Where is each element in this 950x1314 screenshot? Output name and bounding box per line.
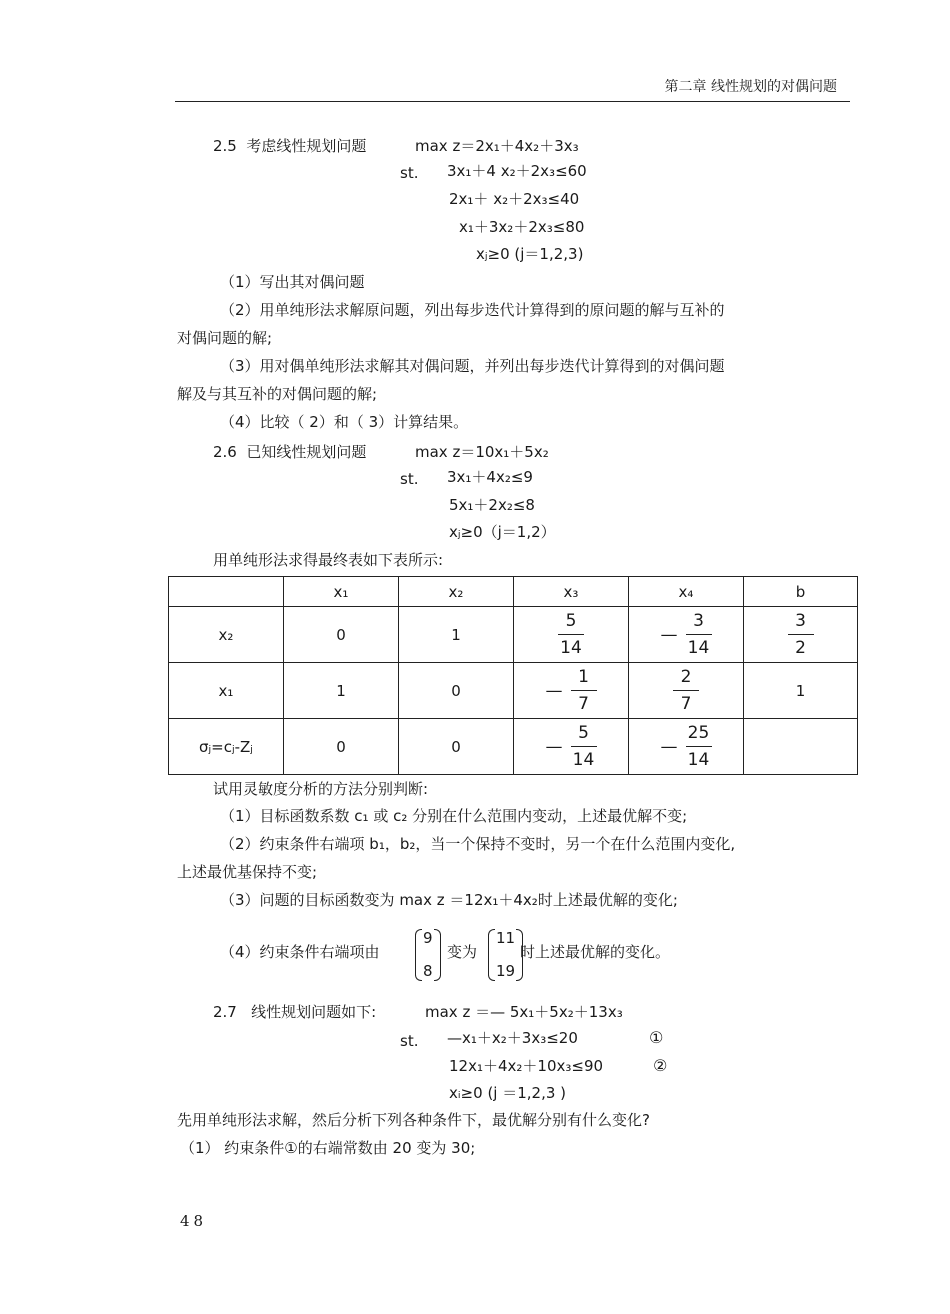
fraction	[660, 610, 712, 658]
question-4-prefix: （4）约束条件右端项由	[220, 943, 380, 961]
fraction	[673, 669, 699, 713]
fraction	[545, 722, 597, 770]
chapter-header: 第二章 线性规划的对偶问题	[664, 79, 837, 95]
question-4-middle: 变为	[447, 943, 478, 961]
question-2-line-2: 上述最优基保持不变;	[177, 863, 318, 881]
problem-title: 已知线性规划问题	[246, 443, 367, 461]
problem-2-6-heading	[213, 445, 366, 460]
subject-to-label: st.	[400, 164, 419, 182]
table-header-row	[169, 577, 858, 607]
fraction	[660, 722, 712, 770]
analysis-intro: 试用灵敏度分析的方法分别判断:	[213, 780, 429, 798]
question-3-line-1: （3）用对偶单纯形法求解其对偶问题，并列出每步迭代计算得到的对偶问题	[220, 357, 725, 375]
minus-sign: —	[660, 736, 678, 757]
question-1: （1） 约束条件①的右端常数由 20 变为 30;	[180, 1139, 476, 1157]
table-cell: 1	[284, 663, 399, 719]
denominator: 14	[572, 749, 595, 770]
header-cell: x₄	[629, 577, 744, 607]
rhs-vector-from	[415, 929, 441, 981]
section-intro: 先用单纯形法求解，然后分析下列各种条件下，最优解分别有什么变化?	[177, 1111, 650, 1129]
question-1: （1）写出其对偶问题	[220, 273, 365, 291]
table-row	[169, 607, 858, 663]
fraction	[545, 666, 597, 714]
subject-to-label: st.	[400, 470, 419, 488]
rhs-vector-to	[488, 929, 523, 981]
minus-sign: —	[545, 680, 563, 701]
numerator: 1	[571, 669, 597, 691]
question-1: （1）目标函数系数 c₁ 或 c₂ 分别在什么范围内变动，上述最优解不变;	[220, 807, 688, 825]
row-label: x₂	[169, 607, 284, 663]
constraint-2: 12x₁＋4x₂＋10x₃≤90	[449, 1057, 604, 1075]
objective-function: max z ＝— 5x₁＋5x₂＋13x₃	[425, 1003, 623, 1021]
nonnegativity: xⱼ≥0（j＝1,2）	[449, 523, 556, 541]
header-cell: b	[744, 577, 858, 607]
table-row	[169, 663, 858, 719]
question-4-suffix: 时上述最优解的变化。	[520, 943, 671, 961]
table-cell	[744, 719, 858, 775]
denominator: 7	[680, 694, 692, 714]
table-cell: 1	[399, 607, 514, 663]
numerator: 3	[788, 613, 814, 635]
nonnegativity: xᵢ≥0 (j ＝1,2,3 )	[449, 1084, 567, 1102]
minus-sign: —	[545, 736, 563, 757]
header-cell: x₁	[284, 577, 399, 607]
table-cell	[514, 719, 629, 775]
problem-label: 2.7	[213, 1003, 237, 1021]
table-cell	[629, 719, 744, 775]
denominator: 7	[578, 693, 589, 714]
question-4: （4）比较（ 2）和（ 3）计算结果。	[220, 413, 469, 431]
numerator: 2	[673, 669, 699, 691]
table-cell	[514, 663, 629, 719]
page-number: 48	[180, 1212, 208, 1230]
vector-entry: 9	[423, 929, 433, 947]
table-intro: 用单纯形法求得最终表如下表所示:	[213, 551, 444, 569]
constraint-1: —x₁＋x₂＋3x₃≤20	[447, 1029, 578, 1047]
denominator: 14	[560, 638, 582, 658]
table-cell: 0	[399, 719, 514, 775]
table-cell	[744, 607, 858, 663]
question-2-line-1: （2）约束条件右端项 b₁，b₂，当一个保持不变时，另一个在什么范围内变化,	[220, 835, 736, 853]
table-cell: 1	[744, 663, 858, 719]
subject-to-label: st.	[400, 1032, 419, 1050]
objective-function: max z＝2x₁＋4x₂＋3x₃	[415, 137, 579, 155]
table-cell	[629, 663, 744, 719]
question-2-line-1: （2）用单纯形法求解原问题，列出每步迭代计算得到的原问题的解与互补的	[220, 301, 725, 319]
problem-label: 2.5	[213, 137, 237, 155]
table-cell: 0	[284, 719, 399, 775]
constraint-2: 2x₁＋ x₂＋2x₃≤40	[449, 190, 580, 208]
problem-2-5-heading	[213, 139, 366, 154]
constraint-1-marker: ①	[649, 1028, 664, 1047]
denominator: 14	[687, 749, 710, 770]
problem-label: 2.6	[213, 443, 237, 461]
numerator: 25	[686, 725, 712, 747]
table-cell	[629, 607, 744, 663]
numerator: 5	[558, 613, 584, 635]
table-row	[169, 719, 858, 775]
row-label: x₁	[169, 663, 284, 719]
constraint-1: 3x₁＋4 x₂＋2x₃≤60	[447, 162, 587, 180]
table-cell: 0	[399, 663, 514, 719]
objective-function: max z＝10x₁＋5x₂	[415, 443, 549, 461]
denominator: 2	[795, 638, 806, 658]
vector-entry: 8	[423, 962, 433, 980]
constraint-3: x₁＋3x₂＋2x₃≤80	[459, 218, 585, 236]
constraint-2: 5x₁＋2x₂≤8	[449, 496, 535, 514]
left-bracket	[488, 929, 495, 981]
question-3-line-2: 解及与其互补的对偶问题的解;	[177, 385, 378, 403]
header-cell	[169, 577, 284, 607]
question-2-line-2: 对偶问题的解;	[177, 329, 273, 347]
fraction	[788, 613, 814, 657]
constraint-2-marker: ②	[653, 1056, 668, 1075]
left-bracket	[415, 929, 422, 981]
fraction	[558, 613, 584, 657]
vector-entry: 11	[496, 929, 516, 947]
right-bracket	[434, 929, 441, 981]
vector-entry: 19	[496, 962, 516, 980]
numerator: 3	[686, 613, 712, 635]
problem-title: 线性规划问题如下:	[251, 1003, 377, 1021]
table-cell	[514, 607, 629, 663]
nonnegativity: xⱼ≥0 (j＝1,2,3)	[476, 245, 584, 263]
simplex-final-table	[168, 576, 858, 775]
question-3: （3）问题的目标函数变为 max z ＝12x₁＋4x₂时上述最优解的变化;	[220, 891, 678, 909]
denominator: 14	[687, 637, 710, 658]
constraint-1: 3x₁＋4x₂≤9	[447, 468, 533, 486]
minus-sign: —	[660, 624, 678, 645]
header-cell: x₂	[399, 577, 514, 607]
header-cell: x₃	[514, 577, 629, 607]
numerator: 5	[571, 725, 597, 747]
row-label: σⱼ=cⱼ-Zⱼ	[169, 719, 284, 775]
problem-2-7-heading	[213, 1005, 376, 1020]
problem-title: 考虑线性规划问题	[246, 137, 367, 155]
table-cell: 0	[284, 607, 399, 663]
header-rule	[175, 101, 850, 102]
